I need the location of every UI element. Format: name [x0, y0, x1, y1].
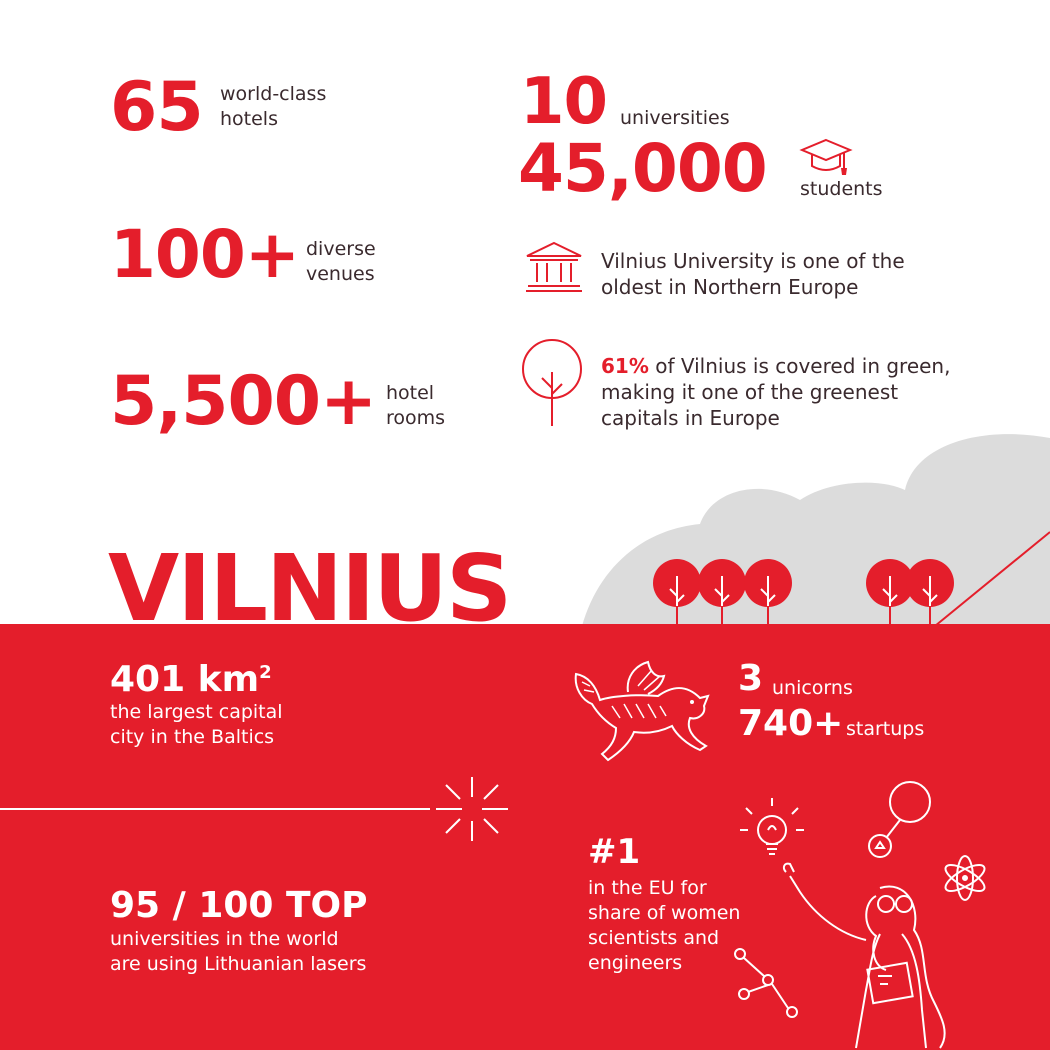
hotels-label-line-2: hotels: [220, 108, 278, 130]
women-rank: #1: [588, 832, 641, 872]
startups-label: startups: [846, 718, 925, 740]
vilnius-university-line-2: oldest in Northern Europe: [601, 275, 859, 299]
area-line-1: the largest capital: [110, 701, 283, 723]
women-line-4: engineers: [588, 952, 683, 974]
area-superscript: 2: [259, 662, 272, 683]
women-line-1: in the EU for: [588, 877, 707, 899]
hotels-number: 65: [110, 68, 203, 147]
rooms-label-line-2: rooms: [386, 407, 446, 429]
lasers-line-1: universities in the world: [110, 928, 339, 950]
divider-with-spark: [0, 775, 520, 845]
vilnius-university-line-1: Vilnius University is one of the: [601, 249, 905, 273]
green-percent: 61%: [601, 354, 649, 378]
area-number: 401 km: [110, 659, 260, 700]
hotels-label-line-1: world-class: [220, 83, 327, 105]
women-description: [588, 876, 740, 976]
green-line-1-rest: of Vilnius is covered in green,: [648, 354, 951, 378]
women-line-3: scientists and: [588, 927, 720, 949]
students-label: students: [800, 178, 883, 200]
city-name: VILNIUS: [108, 535, 511, 642]
light-bulb-icon: [758, 816, 786, 844]
unicorns-label: unicorns: [772, 677, 853, 699]
vilnius-university-text: [601, 248, 905, 300]
rooms-label-line-1: hotel: [386, 382, 435, 404]
venues-label-line-2: venues: [306, 263, 375, 285]
unicorns-number: 3: [738, 658, 764, 699]
molecule-circle-large: [890, 782, 930, 822]
lasers-line-2: are using Lithuanian lasers: [110, 953, 367, 975]
students-number: 45,000: [518, 130, 767, 207]
green-line-3: capitals in Europe: [601, 406, 780, 430]
area-value: [110, 659, 272, 700]
green-line-1: [601, 353, 950, 379]
venues-label-line-1: diverse: [306, 238, 376, 260]
woman-scientist-illustration: [720, 780, 1020, 1050]
university-building-icon: [524, 240, 584, 296]
lasers-description: [110, 927, 366, 977]
universities-label: universities: [620, 107, 730, 129]
venues-number: 100+: [110, 216, 300, 293]
area-line-2: city in the Baltics: [110, 726, 275, 748]
women-line-2: share of women: [588, 902, 741, 924]
rooms-number: 5,500+: [110, 362, 377, 441]
venues-label: [306, 237, 376, 287]
cloud-shape: [582, 434, 1050, 626]
universities-number: 10: [520, 65, 608, 139]
green-line-2: making it one of the greenest: [601, 380, 899, 404]
hotels-label: [220, 82, 326, 132]
lasers-headline: 95 / 100 TOP: [110, 885, 368, 926]
graduation-cap-icon: [800, 136, 852, 178]
folder-icon: [867, 963, 912, 1003]
area-description: [110, 700, 283, 750]
winged-wolf-icon: [568, 656, 728, 766]
startups-number: 740+: [738, 703, 844, 744]
tree-icon: [519, 336, 585, 428]
